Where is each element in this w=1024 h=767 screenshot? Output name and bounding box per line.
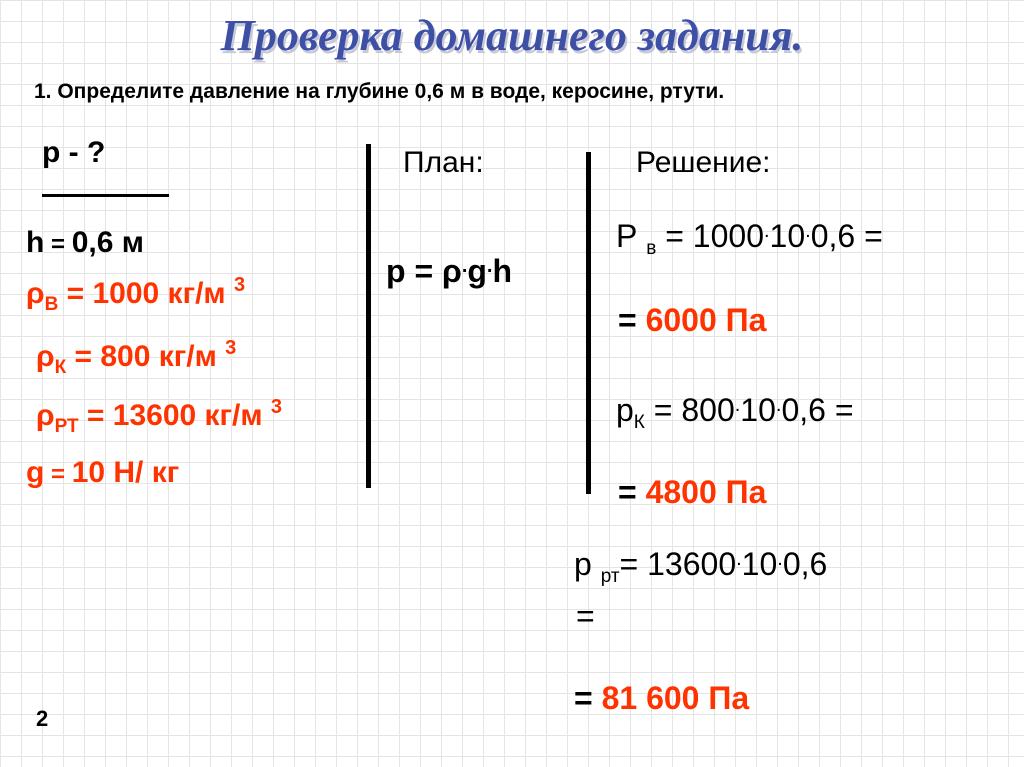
solution-kerosene-line1: $p_К = 800^.10^.0,6$ = bbox=[616, 392, 854, 433]
solution-water-line1: Р $_в$ = 1000.10.0,6 = bbox=[616, 218, 883, 259]
task-statement: 1. Определите давление на глубине 0,6 м в воде, керосине, ртути. bbox=[34, 80, 725, 103]
divider-plan-solution bbox=[586, 152, 591, 494]
solution-mercury-equals: = bbox=[576, 598, 595, 634]
given-depth: h = 0,6 м bbox=[26, 226, 144, 259]
unknown-quantity: p - ? bbox=[42, 136, 106, 169]
solution-mercury-result: = 81 600 Па bbox=[574, 680, 750, 716]
plan-formula: p = ρ.g.h bbox=[386, 253, 513, 289]
plan-heading: План: bbox=[403, 146, 484, 179]
page-number: 2 bbox=[36, 706, 49, 731]
slide-title: Проверка домашнего задания. bbox=[220, 11, 804, 60]
solution-kerosene-result: = 4800 Па bbox=[618, 474, 767, 510]
given-underline bbox=[42, 194, 169, 197]
given-density-kerosene: $\rho_К = 800$ кг/м $^3$ bbox=[36, 337, 237, 378]
solution-heading: Решение: bbox=[636, 146, 771, 179]
solution-mercury-line1: p $_{рт}$= 13600.10.0,6 bbox=[574, 546, 828, 587]
divider-given-plan bbox=[366, 144, 371, 488]
solution-water-result: = 6000 Па bbox=[618, 302, 767, 338]
given-density-water: $\rho_В = 1000$ кг/м $^3$ bbox=[26, 274, 246, 315]
given-density-mercury: $\rho_{РТ} = 13600$ кг/м $^3$ bbox=[36, 396, 283, 437]
given-gravity: g = 10 Н/ кг bbox=[26, 456, 180, 489]
